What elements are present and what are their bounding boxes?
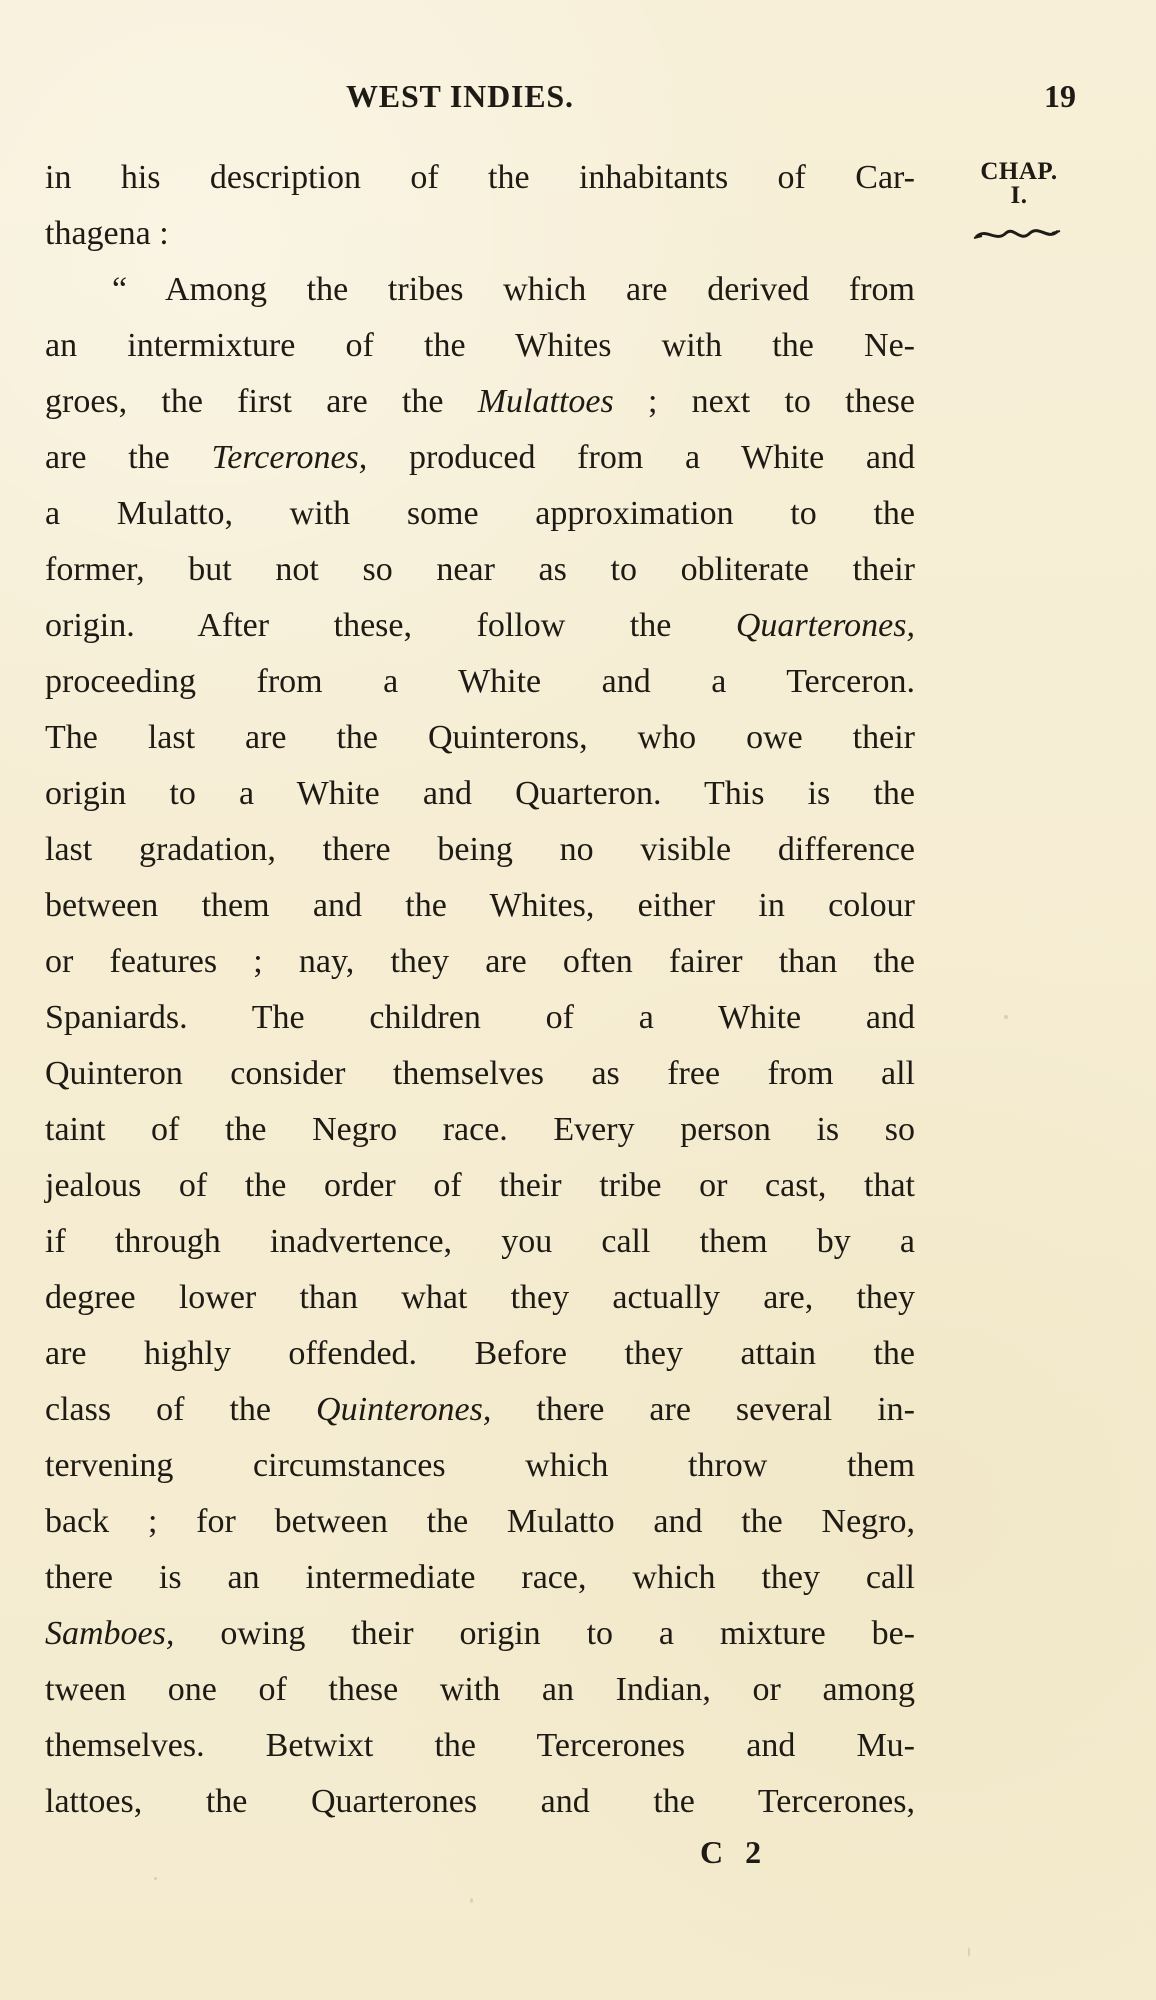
text-line: tervening circumstances which throw them [45, 1447, 915, 1484]
text-line: origin to a White and Quarteron. This is the [45, 775, 915, 812]
decorative-swash-icon [972, 223, 1062, 245]
text-line: tween one of these with an Indian, or among [45, 1671, 915, 1708]
text-segment: origin. After these, follow the [45, 607, 672, 644]
text-line: there is an intermediate race, which they call [45, 1559, 915, 1596]
quote-opening-line: “ Among the tribes which are derived from [112, 271, 915, 308]
italic-term-tercerones: Tercerones, [211, 439, 368, 476]
text-line: themselves. Betwixt the Tercerones and Mu- [45, 1727, 915, 1764]
running-head: WEST INDIES. [346, 78, 574, 114]
text-line: a Mulatto, with some approximation to the [45, 495, 915, 532]
text-line: an intermixture of the Whites with the Ne- [45, 327, 915, 364]
text-segment: groes, the first are the [45, 383, 444, 420]
text-line: proceeding from a White and a Terceron. [45, 663, 915, 700]
paper-speck [154, 1877, 157, 1880]
text-line: if through inadvertence, you call them by a [45, 1223, 915, 1260]
main-text [45, 150, 915, 1830]
text-segment: there are several in- [536, 1391, 916, 1428]
italic-term-mulattoes: Mulattoes [477, 383, 614, 420]
text-line: between them and the Whites, either in colour [45, 887, 915, 924]
text-line: taint of the Negro race. Every person is so [45, 1111, 915, 1148]
text-segment: produced from a White and [408, 439, 916, 476]
paper-speck [470, 1898, 473, 1903]
text-segment: class of the [45, 1391, 272, 1428]
text-line [45, 598, 915, 654]
text-line: last gradation, there being no visible difference [45, 831, 915, 868]
paper-speck [968, 1947, 970, 1957]
page-number: 19 [1044, 78, 1076, 114]
text-segment: are the [45, 439, 170, 476]
text-line: or features ; nay, they are often fairer than the [45, 943, 915, 980]
text-line [45, 1606, 915, 1662]
text-line: degree lower than what they actually are, they [45, 1279, 915, 1316]
text-line [45, 430, 915, 486]
text-line: former, but not so near as to obliterate their [45, 551, 915, 588]
chapter-margin-note [960, 160, 1078, 208]
chapter-number: I. [1010, 182, 1028, 209]
italic-term-quinterones: Quinterones, [316, 1391, 492, 1428]
text-line: Spaniards. The children of a White and [45, 999, 915, 1036]
text-line: The last are the Quinterons, who owe their [45, 719, 915, 756]
text-segment: ; next to these [647, 383, 915, 420]
text-line [45, 374, 915, 430]
text-line: thagena : [45, 215, 169, 252]
text-segment: owing their origin to a mixture be- [220, 1615, 915, 1652]
italic-term-quarterones: Quarterones, [735, 607, 915, 644]
text-line: jealous of the order of their tribe or cast, that [45, 1167, 915, 1204]
chapter-label: CHAP. [980, 158, 1058, 185]
signature-mark: C 2 [700, 1834, 769, 1870]
text-line: are highly offended. Before they attain the [45, 1335, 915, 1372]
italic-term-samboes: Samboes, [45, 1615, 175, 1652]
text-line: Quinteron consider themselves as free from all [45, 1055, 915, 1092]
text-line [45, 1382, 915, 1438]
text-line: back ; for between the Mulatto and the Negro, [45, 1503, 915, 1540]
paper-speck [1004, 1015, 1008, 1019]
text-line: lattoes, the Quarterones and the Tercerones, [45, 1783, 915, 1820]
text-line: in his description of the inhabitants of Car- [45, 159, 915, 196]
